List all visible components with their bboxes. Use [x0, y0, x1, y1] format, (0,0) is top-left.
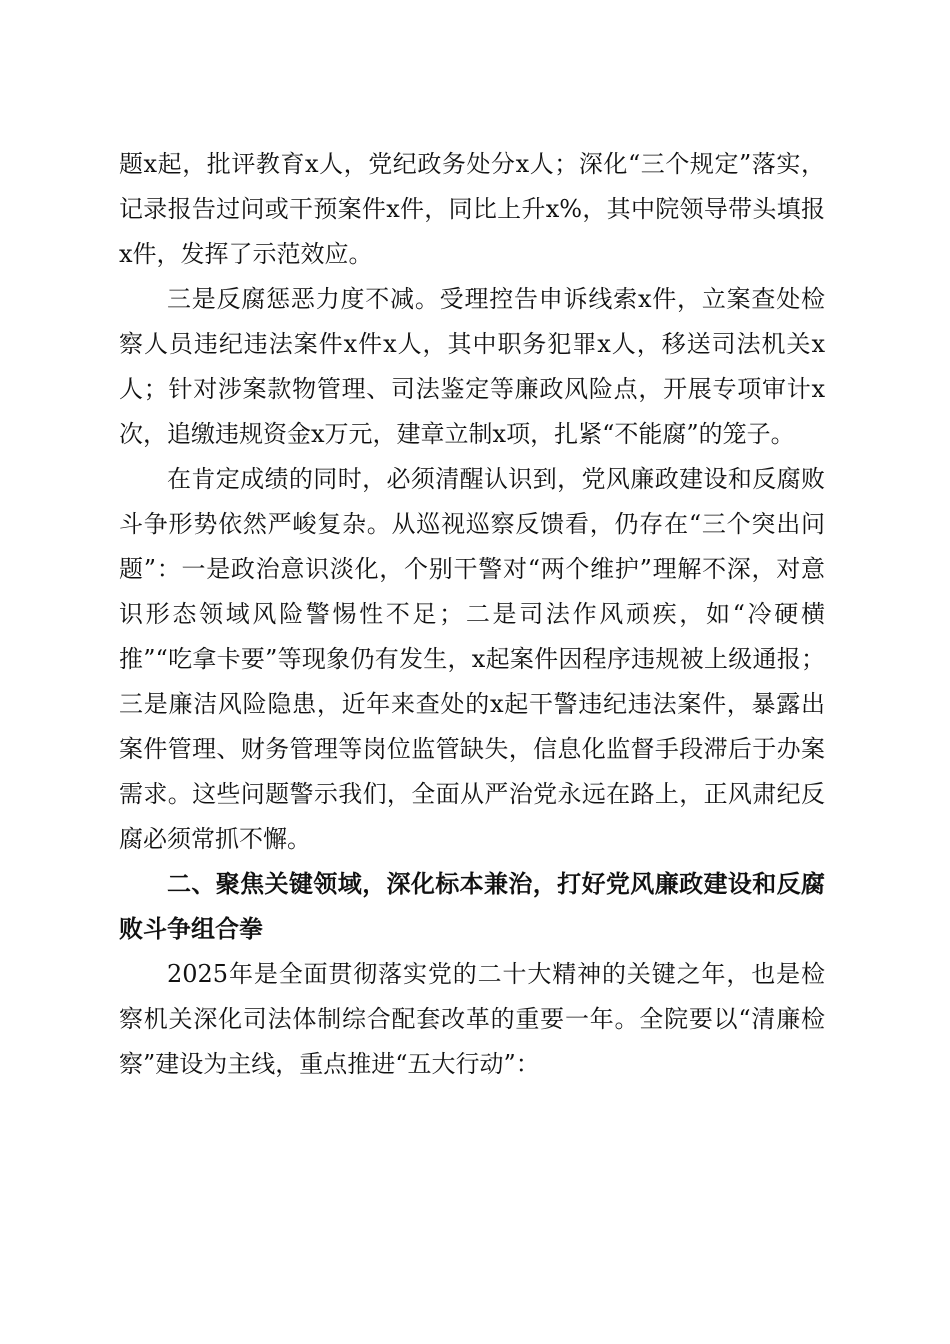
paragraph-continuation: 题x起，批评教育x人，党纪政务处分x人；深化“三个规定”落实，记录报告过问或干预案件x件，同比上升x%，其中院领导带头填报x件，发挥了示范效应。: [119, 150, 825, 268]
document-body: [119, 142, 825, 1087]
paragraph-2025: 2025年是全面贯彻落实党的二十大精神的关键之年，也是检察机关深化司法体制综合配套改革的重要一年。全院要以“清廉检察”建设为主线，重点推进“五大行动”：: [119, 960, 825, 1078]
paragraph-lead: 三是反腐惩恶力度不减。: [167, 285, 440, 313]
paragraph-anti-corruption: [119, 277, 825, 457]
paragraph-problems: 在肯定成绩的同时，必须清醒认识到，党风廉政建设和反腐败斗争形势依然严峻复杂。从巡视巡察反馈看，仍存在“三个突出问题”：一是政治意识淡化，个别干警对“两个维护”理解不深，对意识形态领域风险警惕性不足；二是司法作风顽疾，如“冷硬横推”“吃拿卡要”等现象仍有发生，x起案件因程序违规被上级通报；三是廉洁风险隐患，近年来查处的x起干警违纪违法案件，暴露出案件管理、财务管理等岗位监管缺失，信息化监督手段滞后于办案需求。这些问题警示我们，全面从严治党永远在路上，正风肃纪反腐必须常抓不懈。: [119, 465, 825, 853]
section-heading: 二、聚焦关键领域，深化标本兼治，打好党风廉政建设和反腐败斗争组合拳: [119, 870, 825, 943]
paragraph-body: 受理控告申诉线索x件，立案查处检察人员违纪违法案件x件x人，其中职务犯罪x人，移送司法机关x人；针对涉案款物管理、司法鉴定等廉政风险点，开展专项审计x次，追缴违规资金x万元，建章立制x项，扎紧“不能腐”的笼子。: [119, 285, 825, 448]
